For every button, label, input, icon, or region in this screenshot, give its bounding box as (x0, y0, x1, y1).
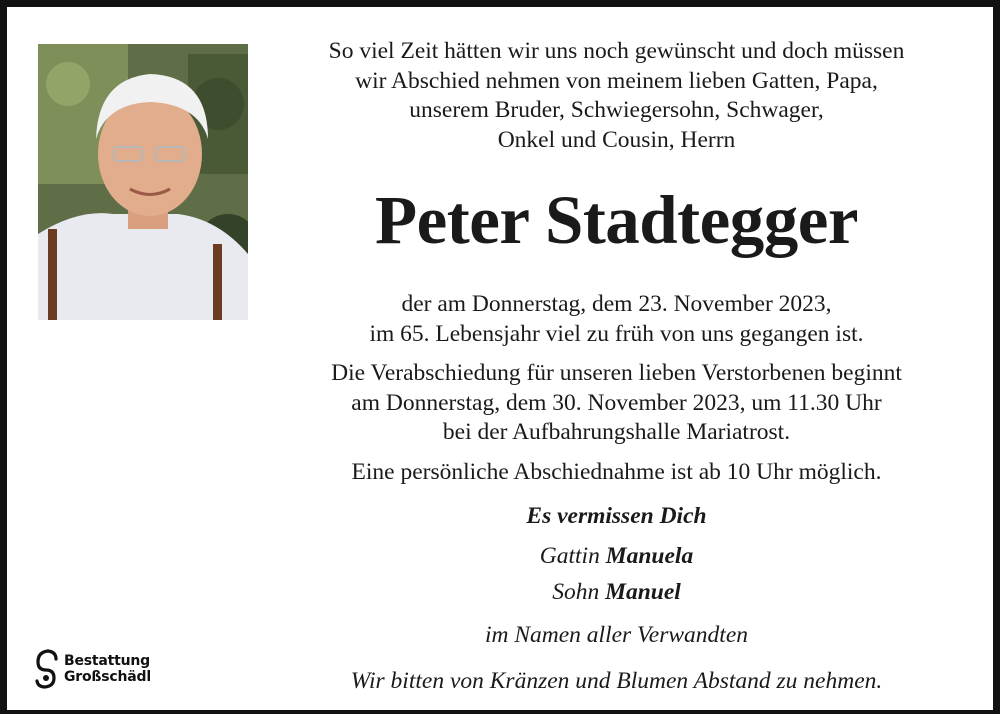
funeral-home-line: Großschädl (64, 669, 151, 685)
mourners-section (259, 502, 974, 532)
viewing-line: Eine persönliche Abschiednahme ist ab 10 Uhr möglich. (351, 459, 882, 485)
death-line: im 65. Lebensjahr viel zu früh von uns gegangen ist. (369, 320, 864, 347)
mourners-heading: Es vermissen Dich (526, 503, 707, 529)
request-note (259, 667, 974, 697)
portrait-photo (38, 44, 248, 320)
farewell-line: Die Verabschiedung für unseren lieben Verstorbenen beginnt (331, 360, 902, 386)
viewing-notice (259, 458, 974, 488)
death-notice (259, 290, 974, 349)
relatives-line: im Namen aller Verwandten (484, 622, 749, 648)
intro-line: So viel Zeit hätten wir uns noch gewünscht und doch müssen (328, 38, 905, 64)
obituary-text (259, 37, 974, 694)
funeral-home-line: Bestattung (64, 653, 150, 669)
funeral-home-logo-icon (34, 648, 60, 690)
intro-line: Onkel und Cousin, Herrn (497, 126, 736, 153)
mourner-name: Manuela (605, 543, 694, 569)
mourner-relation: Sohn (552, 579, 600, 605)
intro-line: wir Abschied nehmen von meinem lieben Gatten, Papa, (355, 67, 878, 94)
funeral-home-name (64, 653, 151, 685)
relatives-note (259, 621, 974, 651)
farewell-line: am Donnerstag, dem 30. November 2023, um 11.30 Uhr (351, 389, 882, 416)
mourner-entry (259, 542, 974, 572)
portrait-image (38, 44, 248, 320)
request-line: Wir bitten von Kränzen und Blumen Abstand zu nehmen. (350, 668, 883, 694)
intro-text (259, 37, 974, 155)
mourner-relation: Gattin (539, 543, 600, 569)
death-line: der am Donnerstag, dem 23. November 2023, (401, 291, 832, 317)
deceased-name: Peter Stadtegger (374, 182, 859, 258)
farewell-notice (259, 359, 974, 448)
mourner-entry (259, 578, 974, 608)
intro-line: unserem Bruder, Schwiegersohn, Schwager, (409, 97, 824, 123)
farewell-line: bei der Aufbahrungshalle Mariatrost. (442, 419, 791, 445)
funeral-home-logo (34, 648, 151, 690)
mourner-name: Manuel (605, 579, 681, 605)
